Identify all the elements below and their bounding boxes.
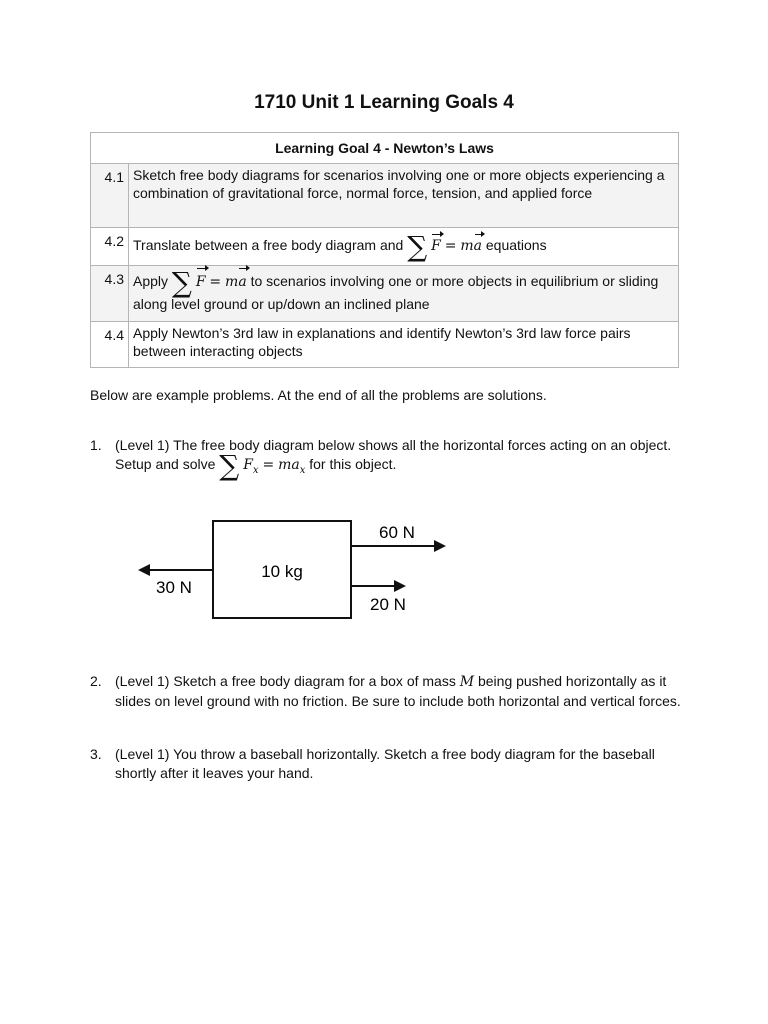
mass-label: 10 kg <box>261 562 303 581</box>
problem-text: (Level 1) Sketch a free body diagram for a box of mass M being pushed horizontally as it slides on level ground with no friction. Be sure to include both horizontal and vertical forces. <box>115 673 681 709</box>
goal-text: Sketch free body diagrams for scenarios involving one or more objects experiencing a combination of gravitational force, normal force, tension, and applied force <box>129 164 679 228</box>
problem-text: (Level 1) The free body diagram below shows all the horizontal forces acting on an object. Setup and solve ∑ $F_x = ma_x$ for this object. <box>115 437 672 482</box>
goal-number: 4.2 <box>91 228 129 266</box>
table-row <box>91 322 679 368</box>
table-row <box>91 266 679 322</box>
force-label-right-bottom: 20 N <box>370 595 406 614</box>
problem-1 <box>90 436 690 480</box>
sum-symbol: ∑ <box>407 230 428 263</box>
arrowhead-right-icon <box>394 580 406 592</box>
problem-number: 1. <box>90 437 102 453</box>
problem-text: (Level 1) You throw a baseball horizontally. Sketch a free body diagram for the baseball shortly after it leaves your hand. <box>115 746 655 781</box>
goal-number: 4.4 <box>91 322 129 368</box>
goal-text: Translate between a free body diagram and ∑ F = ma equations <box>129 228 679 266</box>
goal-number: 4.3 <box>91 266 129 322</box>
learning-goals-table <box>90 132 679 368</box>
free-body-diagram <box>130 498 460 628</box>
force-label-right-top: 60 N <box>379 523 415 542</box>
sum-symbol: ∑ <box>219 448 240 482</box>
problem-3 <box>90 745 690 782</box>
problem-2 <box>90 672 690 710</box>
force-label-left: 30 N <box>156 578 192 597</box>
table-row <box>91 228 679 266</box>
problem-number: 3. <box>90 746 102 762</box>
arrowhead-right-icon <box>434 540 446 552</box>
goal-number: 4.1 <box>91 164 129 228</box>
page-title: 1710 Unit 1 Learning Goals 4 <box>254 92 514 113</box>
goal-text: Apply ∑ F = ma to scenarios involving one or more objects in equilibrium or sliding along level ground or up/down an inclined plane <box>129 266 679 322</box>
sum-symbol: ∑ <box>171 266 192 299</box>
table-row <box>91 164 679 228</box>
intro-text: Below are example problems. At the end of all the problems are solutions. <box>90 387 547 403</box>
table-header: Learning Goal 4 - Newton’s Laws <box>91 133 679 164</box>
arrowhead-left-icon <box>138 564 150 576</box>
goal-text: Apply Newton’s 3rd law in explanations and identify Newton’s 3rd law force pairs between interacting objects <box>129 322 679 368</box>
problem-number: 2. <box>90 673 102 689</box>
table-header-row <box>91 133 679 164</box>
